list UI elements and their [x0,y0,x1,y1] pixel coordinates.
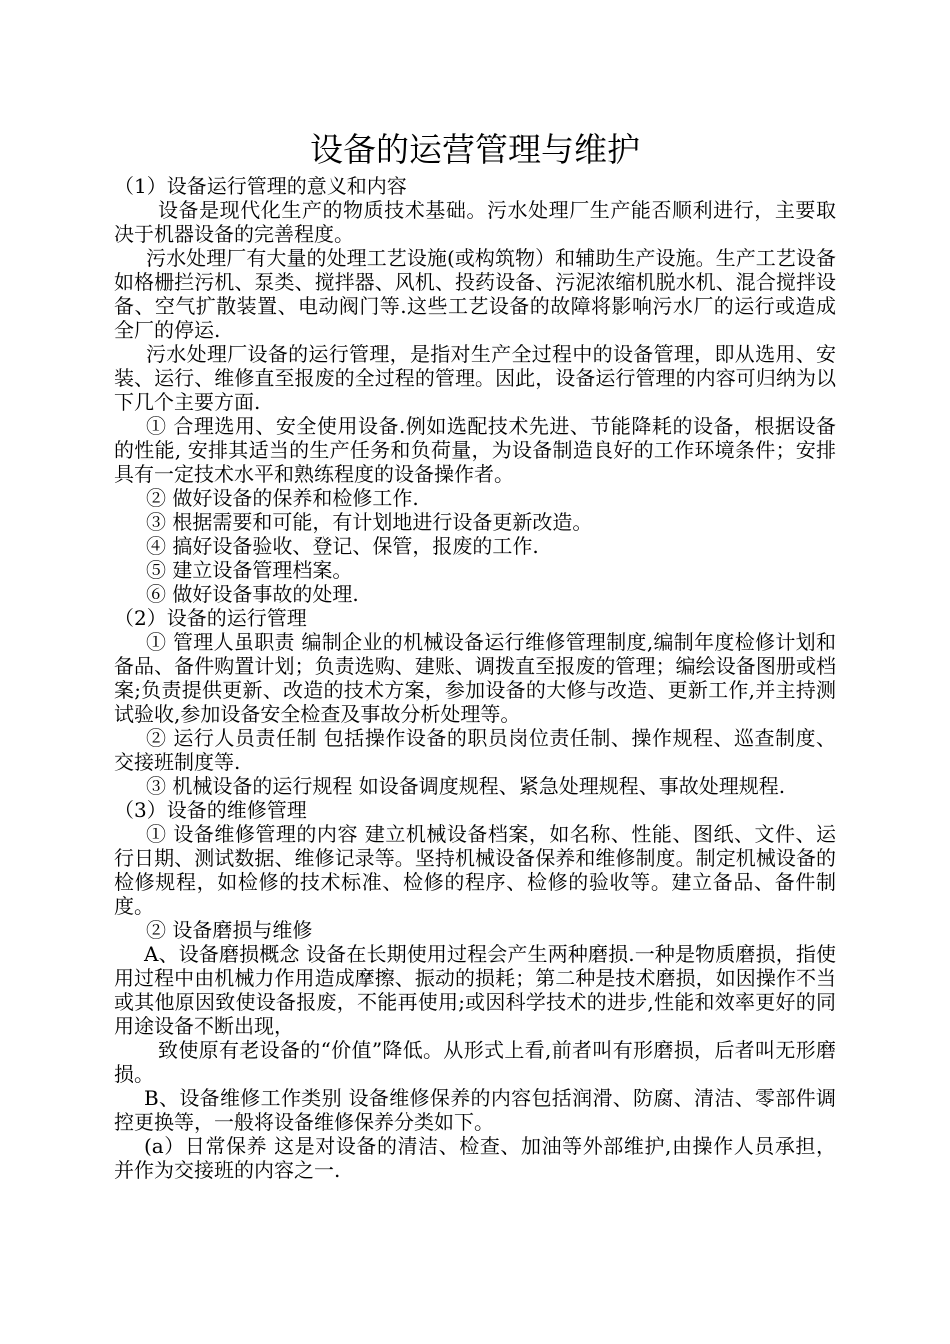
document-title: 设备的运营管理与维护 [310,130,640,169]
list-item: ④ 搞好设备验收、登记、保管，报废的工作. [146,534,539,558]
paragraph: 污水处理厂有大量的处理工艺设施(或构筑物）和辅助生产设施。生产工艺设备如格栅拦污机、泵类、搅拌器、风机、投药设备、污泥浓缩机脱水机、混合搅拌设备、空气扩散装置、电动阀门等.这些工艺设备的故障将影响污水厂的运行或造成全厂的停运. [114,246,836,342]
list-item: ② 运行人员责任制 包括操作设备的职员岗位责任制、操作规程、巡查制度、交接班制度等. [114,726,836,774]
list-item: ② 设备磨损与维修 [146,918,313,942]
list-item: ① 合理选用、安全使用设备.例如选配技术先进、节能降耗的设备，根据设备的性能, 安排其适当的生产任务和负荷量，为设备制造良好的工作环境条件；安排具有一定技术水平和熟练程度的设备操作者。 [114,414,836,486]
list-item: ⑥ 做好设备事故的处理. [146,582,359,606]
list-item: ⑤ 建立设备管理档案。 [146,558,353,582]
list-item: ② 做好设备的保养和检修工作. [146,486,419,510]
list-item: ① 管理人虽职责 编制企业的机械设备运行维修管理制度,编制年度检修计划和备品、备件购置计划；负责选购、建账、调拨直至报废的管理；编绘设备图册或档案;负责提供更新、改造的技术方案，参加设备的大修与改造、更新工作,并主持测试验收,参加设备安全检查及事故分析处理等。 [114,630,836,726]
section-heading-1: （1）设备运行管理的意义和内容 [114,174,407,198]
list-item: ① 设备维修管理的内容 建立机械设备档案，如名称、性能、图纸、文件、运行日期、测试数据、维修记录等。坚持机械设备保养和维修制度。制定机械设备的检修规程，如检修的技术标准、检修的程序、检修的验收等。建立备品、备件制度。 [114,822,836,918]
section-heading-3: （3）设备的维修管理 [114,798,307,822]
paragraph: B、设备维修工作类别 设备维修保养的内容包括润滑、防腐、清洁、零部件调控更换等，一般将设备维修保养分类如下。 [114,1086,836,1134]
paragraph: 污水处理厂设备的运行管理，是指对生产全过程中的设备管理，即从选用、安装、运行、维修直至报废的全过程的管理。因此，设备运行管理的内容可归纳为以下几个主要方面. [114,342,836,414]
paragraph: (a）日常保养 这是对设备的清洁、检查、加油等外部维护,由操作人员承担，并作为交接班的内容之一. [114,1134,836,1182]
section-heading-2: （2）设备的运行管理 [114,606,307,630]
list-item: ③ 机械设备的运行规程 如设备调度规程、紧急处理规程、事故处理规程. [146,774,786,798]
paragraph: 致使原有老设备的“价值”降低。从形式上看,前者叫有形磨损，后者叫无形磨损。 [114,1038,836,1086]
paragraph: 设备是现代化生产的物质技术基础。污水处理厂生产能否顺利进行，主要取决于机器设备的完善程度。 [114,198,836,246]
paragraph: A、设备磨损概念 设备在长期使用过程会产生两种磨损.一种是物质磨损，指使用过程中由机械力作用造成摩擦、振动的损耗；第二种是技术磨损，如因操作不当或其他原因致使设备报废，不能再使用;或因科学技术的进步,性能和效率更好的同用途设备不断出现， [114,942,836,1038]
list-item: ③ 根据需要和可能，有计划地进行设备更新改造。 [146,510,593,534]
document-body [114,174,836,1182]
